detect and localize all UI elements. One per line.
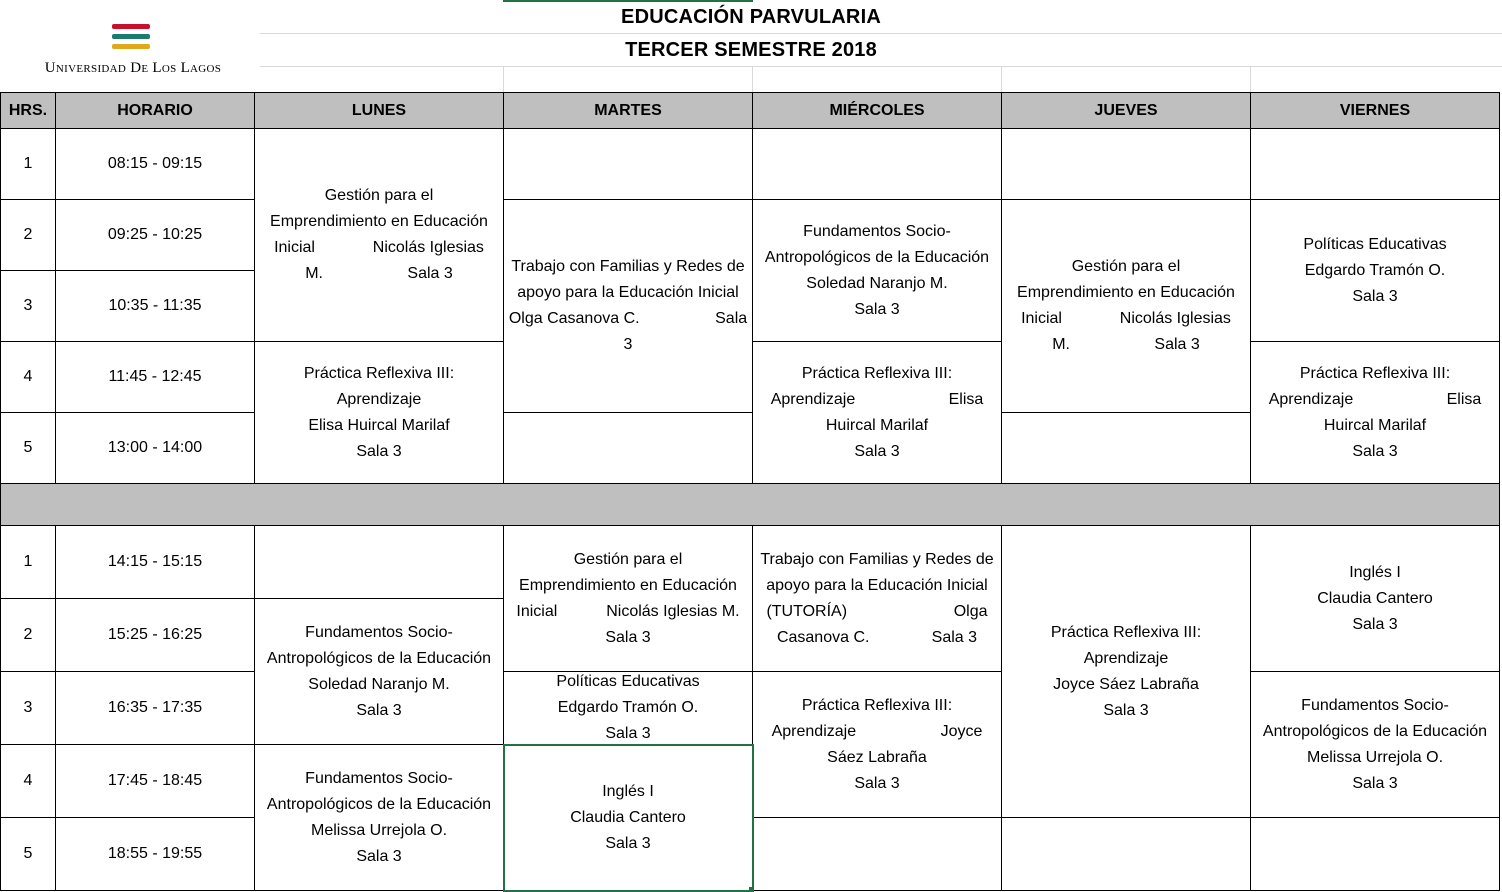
- col-header-viernes[interactable]: VIERNES: [1251, 93, 1500, 129]
- course-line: M. Sala 3: [305, 265, 453, 282]
- course-line: Antropológicos de la Educación: [1262, 722, 1488, 740]
- course-line: Sala 3: [605, 628, 651, 646]
- course-line: Inicial Nicolás Iglesias M.: [516, 602, 740, 620]
- course-line: Emprendimiento en Educación: [1017, 284, 1235, 301]
- hour-cell[interactable]: 2: [1, 200, 56, 271]
- empty-cell[interactable]: [1002, 413, 1251, 484]
- course-cell[interactable]: [1002, 526, 1251, 818]
- col-header-horario[interactable]: HORARIO: [56, 93, 255, 129]
- course-cell[interactable]: [1251, 342, 1500, 484]
- course-line: Práctica Reflexiva III:: [1050, 623, 1202, 641]
- course-line: Fundamentos Socio-: [803, 222, 951, 240]
- course-line: (TUTORÍA) Olga: [766, 602, 988, 620]
- course-line: Sala 3: [854, 774, 900, 792]
- course-line: apoyo para la Educación Inicial: [766, 576, 988, 594]
- gridline: [1250, 66, 1251, 92]
- course-line: Gestión para el: [573, 550, 683, 568]
- time-cell[interactable]: 16:35 - 17:35: [56, 672, 255, 745]
- course-line: Inglés I: [1349, 563, 1401, 581]
- gridline: [752, 66, 753, 92]
- hour-cell[interactable]: 4: [1, 745, 56, 818]
- course-cell[interactable]: [255, 129, 504, 342]
- course-line: Inicial Nicolás Iglesias: [274, 239, 484, 256]
- empty-cell[interactable]: [504, 413, 753, 484]
- course-line: Sala 3: [356, 847, 402, 865]
- hour-cell[interactable]: 3: [1, 271, 56, 342]
- time-cell[interactable]: 11:45 - 12:45: [56, 342, 255, 413]
- course-cell[interactable]: [753, 200, 1002, 342]
- course-line: Joyce Sáez Labraña: [1053, 675, 1199, 693]
- hour-cell[interactable]: 1: [1, 526, 56, 599]
- time-cell[interactable]: 15:25 - 16:25: [56, 599, 255, 672]
- empty-cell[interactable]: [255, 526, 504, 599]
- course-line: Trabajo con Familias y Redes de: [511, 258, 745, 275]
- time-cell[interactable]: 18:55 - 19:55: [56, 818, 255, 891]
- course-line: Sala 3: [1352, 442, 1398, 460]
- hour-cell[interactable]: 5: [1, 818, 56, 891]
- time-cell[interactable]: 14:15 - 15:15: [56, 526, 255, 599]
- course-line: Edgardo Tramón O.: [1304, 261, 1446, 279]
- course-line: Sala 3: [356, 701, 402, 719]
- course-cell[interactable]: [753, 342, 1002, 484]
- col-header-hrs[interactable]: HRS.: [1, 93, 56, 129]
- course-cell[interactable]: [255, 745, 504, 891]
- course-cell[interactable]: [1002, 200, 1251, 413]
- time-cell[interactable]: 17:45 - 18:45: [56, 745, 255, 818]
- hour-cell[interactable]: 2: [1, 599, 56, 672]
- course-cell[interactable]: [1251, 526, 1500, 672]
- course-line: Práctica Reflexiva III:: [801, 696, 953, 714]
- col-header-lunes[interactable]: LUNES: [255, 93, 504, 129]
- course-line: Fundamentos Socio-: [305, 769, 453, 787]
- course-line: Sala 3: [1352, 774, 1398, 792]
- sheet-subtitle[interactable]: TERCER SEMESTRE 2018: [625, 39, 877, 61]
- course-line: apoyo para la Educación Inicial: [517, 284, 739, 301]
- course-line: Sala 3: [1103, 701, 1149, 719]
- course-line: Huircal Marilaf: [825, 416, 929, 434]
- logo-wordmark: Universidad De Los Lagos: [44, 60, 222, 76]
- course-line: Sala 3: [1352, 615, 1398, 633]
- gridline: [503, 66, 504, 92]
- course-line: Sala 3: [854, 442, 900, 460]
- course-line: Aprendizaje Elisa: [1268, 390, 1482, 408]
- course-line: Claudia Cantero: [1317, 589, 1433, 607]
- course-line: Aprendizaje Joyce: [771, 722, 983, 740]
- time-cell[interactable]: 08:15 - 09:15: [56, 129, 255, 200]
- selected-course-cell[interactable]: [504, 745, 753, 891]
- empty-cell[interactable]: [1251, 129, 1500, 200]
- course-line: Inglés I: [602, 782, 654, 800]
- course-line: Edgardo Tramón O.: [557, 699, 699, 716]
- course-line: Sala 3: [854, 300, 900, 318]
- course-line: Sala 3: [356, 442, 402, 460]
- hour-cell[interactable]: 4: [1, 342, 56, 413]
- course-line: Práctica Reflexiva III:: [801, 364, 953, 382]
- col-header-jueves[interactable]: JUEVES: [1002, 93, 1251, 129]
- course-cell[interactable]: [1251, 200, 1500, 342]
- course-line: Políticas Educativas: [1303, 235, 1447, 253]
- course-cell[interactable]: [753, 526, 1002, 672]
- course-line: Elisa Huircal Marilaf: [308, 416, 450, 434]
- sheet-title[interactable]: EDUCACIÓN PARVULARIA: [621, 6, 881, 28]
- course-line: Aprendizaje: [336, 390, 422, 408]
- course-line: Trabajo con Familias y Redes de: [760, 550, 994, 568]
- gridline: [260, 66, 1502, 67]
- course-line: Aprendizaje: [1083, 649, 1169, 667]
- course-line: Sala 3: [1352, 287, 1398, 305]
- logo-stripe-teal: [112, 34, 150, 39]
- course-cell[interactable]: [504, 526, 753, 672]
- course-line: Práctica Reflexiva III:: [303, 364, 455, 382]
- empty-cell[interactable]: [1002, 129, 1251, 200]
- empty-cell[interactable]: [1251, 818, 1500, 891]
- course-line: Políticas Educativas: [556, 673, 700, 690]
- gridline: [260, 33, 1502, 34]
- course-line: Huircal Marilaf: [1323, 416, 1427, 434]
- header-area: [0, 0, 1502, 92]
- logo-stripe-red: [112, 24, 150, 29]
- col-header-martes[interactable]: MARTES: [504, 93, 753, 129]
- course-line: Antropológicos de la Educación: [764, 248, 990, 266]
- course-cell[interactable]: [504, 672, 753, 745]
- course-line: Soledad Naranjo M.: [806, 274, 948, 292]
- course-line: Inicial Nicolás Iglesias: [1021, 310, 1231, 327]
- hour-cell[interactable]: 5: [1, 413, 56, 484]
- empty-cell[interactable]: [753, 129, 1002, 200]
- empty-cell[interactable]: [504, 129, 753, 200]
- course-line: Melissa Urrejola O.: [1306, 748, 1444, 766]
- course-line: Olga Casanova C. Sala: [508, 310, 748, 327]
- course-line: Fundamentos Socio-: [305, 623, 453, 641]
- time-cell[interactable]: 09:25 - 10:25: [56, 200, 255, 271]
- empty-cell[interactable]: [753, 818, 1002, 891]
- course-line: Sáez Labraña: [827, 748, 927, 766]
- course-line: Emprendimiento en Educación: [270, 213, 488, 230]
- course-cell[interactable]: [1251, 672, 1500, 818]
- lunch-break-row[interactable]: [1, 484, 1500, 526]
- column-selection-marker: [503, 0, 753, 2]
- course-line: Casanova C. Sala 3: [776, 628, 978, 646]
- course-line: Soledad Naranjo M.: [308, 675, 450, 693]
- course-line: Emprendimiento en Educación: [519, 576, 737, 594]
- hour-cell[interactable]: 1: [1, 129, 56, 200]
- course-line: Fundamentos Socio-: [1301, 696, 1449, 714]
- course-cell[interactable]: [753, 672, 1002, 818]
- course-cell[interactable]: [255, 599, 504, 745]
- course-line: Claudia Cantero: [570, 808, 686, 826]
- empty-cell[interactable]: [1002, 818, 1251, 891]
- time-cell[interactable]: 10:35 - 11:35: [56, 271, 255, 342]
- course-cell[interactable]: [504, 200, 753, 413]
- logo-stripe-gold: [112, 44, 150, 49]
- course-line: Sala 3: [605, 725, 651, 742]
- course-line: M. Sala 3: [1052, 336, 1200, 353]
- course-line: Gestión para el: [324, 187, 434, 204]
- course-line: Sala 3: [605, 834, 651, 852]
- course-line: Práctica Reflexiva III:: [1299, 364, 1451, 382]
- schedule-grid: [0, 92, 1500, 891]
- course-line: Aprendizaje Elisa: [770, 390, 984, 408]
- col-header-miercoles[interactable]: MIÉRCOLES: [753, 93, 1002, 129]
- course-line: 3: [623, 336, 633, 353]
- university-logo: [0, 0, 260, 92]
- course-line: Antropológicos de la Educación: [266, 795, 492, 813]
- time-cell[interactable]: 13:00 - 14:00: [56, 413, 255, 484]
- course-line: Melissa Urrejola O.: [310, 821, 448, 839]
- course-line: Gestión para el: [1071, 258, 1181, 275]
- hour-cell[interactable]: 3: [1, 672, 56, 745]
- course-cell[interactable]: [255, 342, 504, 484]
- gridline: [1001, 66, 1002, 92]
- course-line: Antropológicos de la Educación: [266, 649, 492, 667]
